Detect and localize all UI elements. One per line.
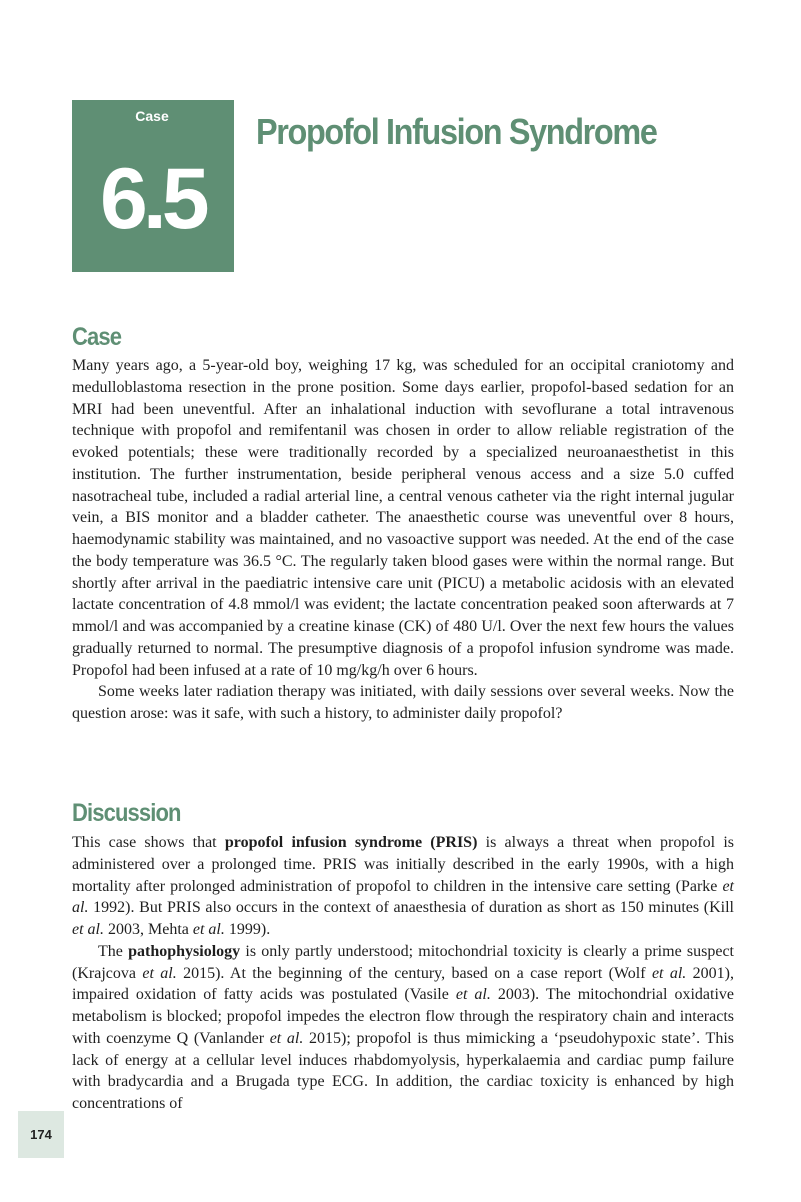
text-run: This case shows that: [72, 834, 225, 851]
bold-term-pris: propofol infusion syndrome (PRIS): [224, 834, 478, 851]
text-run: 1999).: [224, 921, 271, 938]
discussion-paragraph-2: [72, 941, 734, 1115]
italic-et-al: et al.: [651, 964, 687, 982]
case-label: Case: [135, 108, 169, 124]
case-paragraph-2: Some weeks later radiation therapy was initiated, with daily sessions over several weeks. Now the question arose: was it safe, with such a history, to administer daily propofol?: [72, 683, 734, 722]
bold-term-pathophysiology: pathophysiology: [128, 942, 241, 960]
italic-et-al: et al.: [455, 986, 491, 1004]
italic-et-al: et al.: [269, 1029, 304, 1047]
text-run: 2003, Mehta: [104, 921, 193, 938]
case-text: [72, 355, 734, 725]
discussion-heading: Discussion: [72, 799, 181, 827]
italic-et-al: et al.: [72, 921, 104, 938]
text-run: is always a threat when propofol is administered over a prolonged time. PRIS was initially described in the early 1990s, with a high mortality after prolonged administration of propofol to children in the intensive care setting (Parke: [72, 834, 735, 895]
text-run: 2015); propofol is thus mimicking a ‘pseudohypoxic state’. This lack of energy at a cellular level induces rhabdomyolysis, hyperkalaemia and cardiac pump failure with bradycardia and a Brugada type ECG. In addition, the cardiac toxicity is enhanced by high concentrations of: [72, 1029, 734, 1112]
text-run: is only partly understood; mitochondrial toxicity is clearly a prime suspect (Krajcova: [72, 942, 735, 982]
italic-et-al: et al.: [72, 877, 734, 917]
italic-et-al: et al.: [192, 921, 225, 938]
case-heading: Case: [72, 323, 122, 351]
case-number-box: [72, 100, 234, 272]
case-number: 6.5: [100, 151, 205, 247]
case-paragraph-1: Many years ago, a 5-year-old boy, weighing 17 kg, was scheduled for an occipital craniotomy and medulloblastoma resection in the prone position. Some days earlier, propofol-based sedation for an MRI had been uneventful. After an inhalational induction with sevoflurane a total intravenous technique with propofol and remifentanil was chosen in order to allow reliable registration of the evoked potentials; these were traditionally recorded by a specialized neuroanaesthetist in this institution. The further instrumentation, beside peripheral venous access and a size 5.0 cuffed nasotracheal tube, included a radial arterial line, a central venous catheter via the right internal jugular vein, a BIS monitor and a bladder catheter. The anaesthetic course was uneventful over 8 hours, haemodynamic stability was maintained, and no vasoactive support was needed. At the end of the case the body temperature was 36.5 °C. The regularly taken blood gases were within the normal range. But shortly after arrival in the paediatric intensive care unit (PICU) a metabolic acidosis with an elevated lactate concentration of 4.8 mmol/l was evident; the lactate concentration peaked soon afterwards at 7 mmol/l and was accompanied by a creatine kinase (CK) of 480 U/l. Over the next few hours the values gradually returned to normal. The presumptive diagnosis of a propofol infusion syndrome was made. Propofol had been infused at a rate of 10 mg/kg/h over 6 hours.: [72, 357, 734, 679]
text-run: 2001), impaired oxidation of fatty acids was postulated (Vasile: [72, 964, 735, 1004]
page-number-box: [18, 1111, 64, 1158]
text-run: 2003). The mitochondrial oxidative metabolism is blocked; propofol impedes the electron flow through the respiratory chain and interacts with coenzyme Q (Vanlander: [72, 986, 735, 1047]
chapter-title: Propofol Infusion Syndrome: [256, 111, 657, 152]
text-run: The: [98, 942, 129, 960]
discussion-paragraph-1: [72, 832, 734, 941]
discussion-text: [72, 832, 734, 1115]
italic-et-al: et al.: [142, 964, 177, 982]
page-number: 174: [30, 1127, 52, 1142]
text-run: 1992). But PRIS also occurs in the context of anaesthesia of duration as short as 150 minutes (Kill: [88, 899, 734, 917]
text-run: 2015). At the beginning of the century, based on a case report (Wolf: [176, 964, 652, 982]
